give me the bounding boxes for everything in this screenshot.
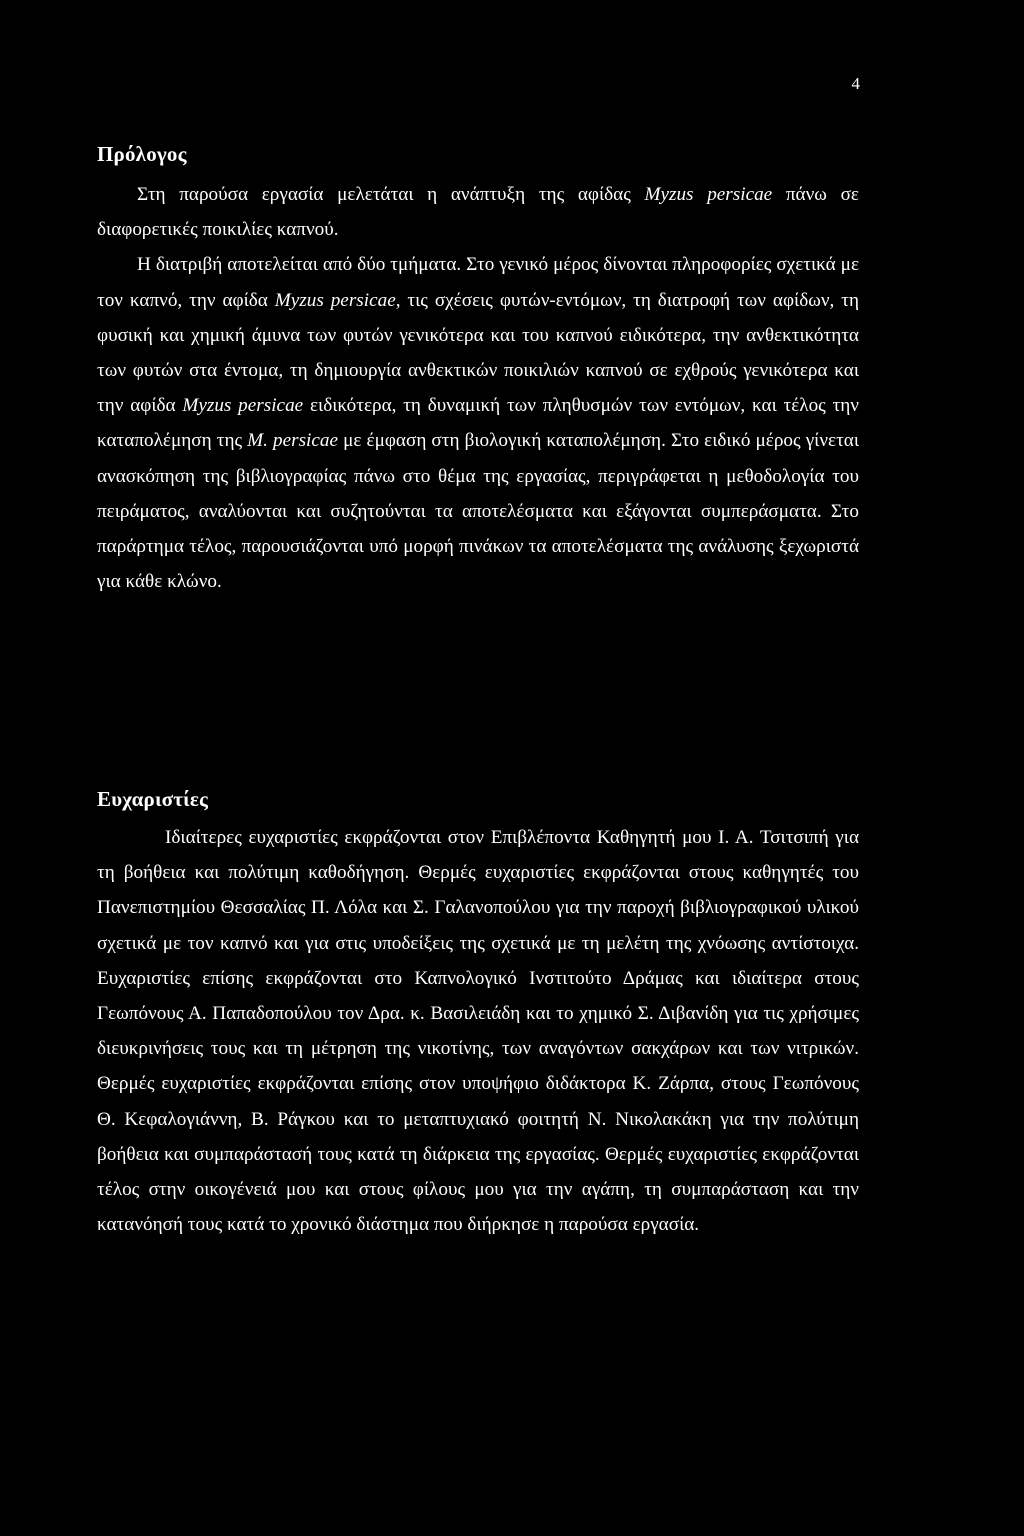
acknowledgements-section [97, 820, 859, 1242]
prologue-paragraph-1: Στη παρούσα εργασία μελετάται η ανάπτυξη της αφίδας Myzus persicae πάνω σε διαφορετικές ποικιλίες καπνού. [97, 184, 859, 241]
prologue-heading: Πρόλογος [97, 142, 187, 166]
acknowledgements-heading: Ευχαριστίες [97, 787, 209, 811]
prologue-paragraph-2: Η διατριβή αποτελείται από δύο τμήματα. Στο γενικό μέρος δίνονται πληροφορίες σχετικά με τον καπνό, την αφίδα Myzus persicae, τις σχέσεις φυτών-εντόμων, τη διατροφή των αφίδων, τη φυσική και χημική άμυνα των φυτών γενικότερα και του καπνού ειδικότερα, την ανθεκτικότητα των φυτών στα έντομα, τη δημιουργία ανθεκτικών ποικιλιών καπνού σε εχθρούς γενικότερα και την αφίδα Myzus persicae ειδικότερα, τη δυναμική των πληθυσμών των εντόμων, και τέλος την καταπολέμηση της M. persicae με έμφαση στη βιολογική καταπολέμηση. Στο ειδικό μέρος γίνεται ανασκόπηση της βιβλιογραφίας πάνω στο θέμα της εργασίας, περιγράφεται η μεθοδολογία του πειράματος, αναλύονται και συζητούνται τα αποτελέσματα και εξάγονται συμπεράσματα. Στο παράρτημα τέλος, παρουσιάζονται υπό μορφή πινάκων τα αποτελέσματα της ανάλυσης ξεχωριστά για κάθε κλώνο. [97, 254, 859, 593]
prologue-section [97, 177, 859, 599]
acknowledgements-paragraph: Ιδιαίτερες ευχαριστίες εκφράζονται στον Επιβλέποντα Καθηγητή μου Ι. Α. Τσιτσιπή για τη βοήθεια και πολύτιμη καθοδήγηση. Θερμές ευχαριστίες εκφράζονται στους καθηγητές του Πανεπιστημίου Θεσσαλίας Π. Λόλα και Σ. Γαλανοπούλου για την παροχή βιβλιογραφικού υλικού σχετικά με τον καπνό και για στις υποδείξεις της σχετικά με τη μελέτη της χνόωσης αντίστοιχα. Ευχαριστίες επίσης εκφράζονται στο Καπνολογικό Ινστιτούτο Δράμας και ιδιαίτερα στους Γεωπόνους Α. Παπαδοπούλου τον Δρα. κ. Βασιλειάδη και το χημικό Σ. Διβανίδη για τις χρήσιμες διευκρινήσεις τους και τη μέτρηση της νικοτίνης, των αναγόντων σακχάρων και των νιτρικών. Θερμές ευχαριστίες εκφράζονται επίσης στον υποψήφιο διδάκτορα Κ. Ζάρπα, στους Γεωπόνους Θ. Κεφαλογιάννη, Β. Ράγκου και το μεταπτυχιακό φοιτητή Ν. Νικολακάκη για την πολύτιμη βοήθεια και συμπαράστασή τους κατά τη διάρκεια της εργασίας. Θερμές ευχαριστίες εκφράζονται τέλος στην οικογένειά μου και στους φίλους μου για την αγάπη, τη συμπαράσταση και την κατανόησή τους κατά το χρονικό διάστημα που διήρκησε η παρούσα εργασία. [97, 827, 859, 1236]
page-number: 4 [851, 74, 860, 93]
